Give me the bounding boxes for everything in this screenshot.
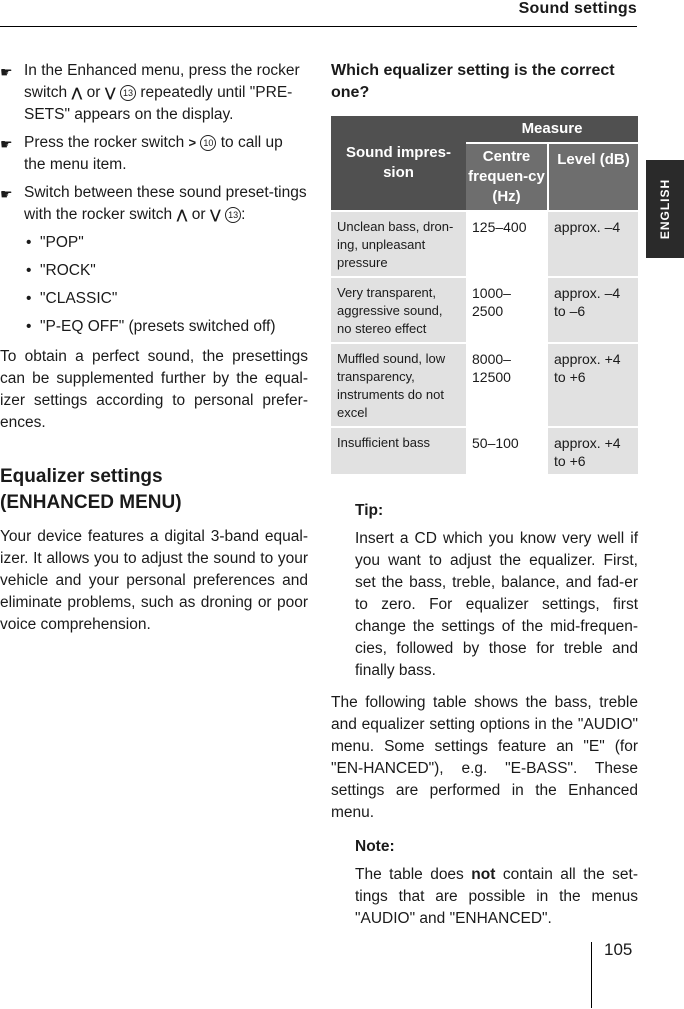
table-header-level: Level (dB) — [548, 143, 638, 211]
note-text-post: contain all the set-tings that are possible in the menus "AUDIO" and "ENHANCED". — [355, 866, 639, 927]
cell-impression: Unclean bass, dron-ing, unpleasant pressure — [331, 211, 466, 277]
step-3-or: or — [191, 206, 206, 223]
table-row — [331, 211, 638, 277]
note-text-pre: The table does — [355, 866, 464, 883]
cell-frequency: 50–100 — [466, 427, 548, 474]
step-2-text-b: to call up the menu item. — [24, 134, 283, 173]
note-block — [355, 836, 638, 930]
section-heading-line-1: Equalizer settings — [0, 466, 163, 487]
tip-text: Insert a CD which you know very well if you want to adjust the equalizer. First, set the bass, treble, balance, and fad-er to zero. For equalizer settings, first change the settings of the mid-frequen-cies, followed by those for treble and finally bass. — [355, 530, 638, 679]
cell-level: approx. +4 to +6 — [548, 427, 638, 474]
step-3-text-b: : — [241, 206, 246, 223]
list-item: • "POP" — [26, 232, 308, 254]
note-label: Note: — [355, 838, 395, 855]
ref-number-badge: 13 — [120, 85, 136, 101]
cell-level: approx. +4 to +6 — [548, 343, 638, 427]
header-rule — [0, 26, 637, 27]
step-1-text-a: In the Enhanced menu, press the rocker switch — [24, 62, 300, 101]
note-text — [355, 864, 638, 930]
right-column — [331, 60, 638, 930]
rocker-up-icon: ⋀ — [71, 85, 83, 100]
tip-block — [355, 500, 638, 682]
cell-impression: Very transparent, aggressive sound, no stereo effect — [331, 277, 466, 343]
question-heading: Which equalizer setting is the correct one? — [331, 62, 615, 101]
pointing-hand-icon: ☛ — [0, 136, 13, 152]
table-header-impression: Sound impres-sion — [331, 116, 466, 211]
rocker-up-icon: ⋀ — [176, 207, 188, 222]
table-row — [331, 343, 638, 427]
cell-frequency: 1000–2500 — [466, 277, 548, 343]
section-heading — [0, 464, 308, 516]
step-2-text-a: Press the rocker switch — [24, 134, 185, 151]
cell-impression: Insufficient bass — [331, 427, 466, 474]
step-1-or: or — [86, 84, 101, 101]
presettings-paragraph: To obtain a perfect sound, the presettings can be supplemented further by the equal-izer settings according to personal prefer-ences. — [0, 348, 308, 431]
rocker-down-icon: ⋁ — [209, 207, 221, 222]
list-item: • "P-EQ OFF" (presets switched off) — [26, 316, 308, 338]
ref-number-badge: 10 — [200, 135, 216, 151]
pointing-hand-icon: ☛ — [0, 64, 13, 80]
page-header-title: Sound settings — [518, 0, 637, 17]
equalizer-paragraph: Your device features a digital 3-band equal-izer. It allows you to adjust the sound to your vehicle and your personal preferences and eliminate problems, such as droning or poor voice comprehension. — [0, 528, 308, 633]
step-3-text-a: Switch between these sound preset-tings with the rocker switch — [24, 184, 307, 223]
cell-level: approx. –4 — [548, 211, 638, 277]
note-text-bold: not — [471, 866, 496, 883]
step-1-text-b: repeatedly until "PRE-SETS" appears on the display. — [24, 84, 293, 123]
cell-impression: Muffled sound, low transparency, instruments do not excel — [331, 343, 466, 427]
left-column — [0, 60, 308, 636]
cell-level: approx. –4 to –6 — [548, 277, 638, 343]
table-row — [331, 427, 638, 474]
language-tab — [646, 160, 684, 258]
rocker-down-icon: ⋁ — [104, 85, 116, 100]
instruction-step-2 — [0, 132, 308, 176]
section-heading-line-2: (ENHANCED MENU) — [0, 492, 182, 513]
list-item: • "CLASSIC" — [26, 288, 308, 310]
cell-frequency: 8000–12500 — [466, 343, 548, 427]
audio-menu-paragraph: The following table shows the bass, treble and equalizer setting options in the "AUDIO" menu. Some settings feature an "E" (for "EN-HANCED"), e.g. "E-BASS". These settings are performed in the Enhanced menu. — [331, 694, 638, 821]
rocker-right-icon: > — [188, 135, 197, 150]
page-number: 105 — [604, 940, 633, 959]
table-header-measure: Measure — [466, 116, 638, 143]
instruction-step-1 — [0, 60, 308, 126]
cell-frequency: 125–400 — [466, 211, 548, 277]
footer-rule — [591, 942, 592, 1008]
table-header-frequency: Centre frequen-cy (Hz) — [466, 143, 548, 211]
list-item: • "ROCK" — [26, 260, 308, 282]
equalizer-table — [331, 116, 638, 474]
ref-number-badge: 13 — [225, 207, 241, 223]
tip-label: Tip: — [355, 502, 384, 519]
pointing-hand-icon: ☛ — [0, 186, 13, 202]
preset-list — [0, 232, 308, 338]
table-row — [331, 277, 638, 343]
language-tab-label: ENGLISH — [658, 178, 672, 240]
instruction-step-3 — [0, 182, 308, 226]
